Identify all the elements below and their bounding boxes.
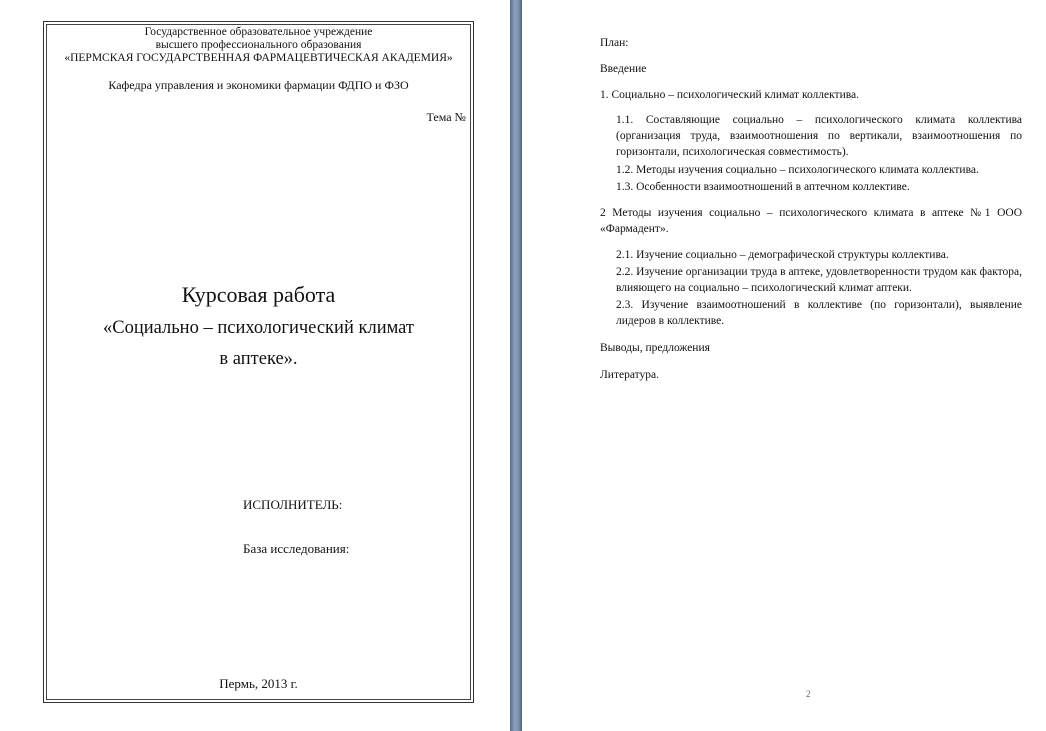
plan-item-1-1: 1.1. Составляющие социально – психологического климата коллектива (организация труда, взаимоотношения по вертикали, взаимоотношения по горизонтали, психологическая совместимость). (616, 114, 1022, 158)
plan-conclusions: Выводы, предложения (600, 342, 710, 354)
plan-item-2-3: 2.3. Изучение взаимоотношений в коллективе (по горизонтали), выявление лидеров в коллективе. (616, 299, 1022, 327)
plan-item-2-2: 2.2. Изучение организации труда в аптеке, удовлетворенности трудом как фактора, влияющего на социально – психологический климат аптеки. (616, 266, 1022, 294)
institution-line-2: высшего профессионального образования (155, 39, 362, 51)
title-page (0, 0, 510, 731)
plan-section-1: 1. Социально – психологический климат коллектива. (600, 89, 859, 101)
plan-heading: План: (600, 37, 629, 49)
work-title-line-1: «Социально – психологический климат (103, 318, 414, 338)
plan-intro: Введение (600, 63, 647, 75)
executor-label: ИСПОЛНИТЕЛЬ: (243, 497, 343, 512)
topic-label: Тема № (426, 110, 466, 124)
city-year: Пермь, 2013 г. (219, 676, 298, 691)
work-type: Курсовая работа (181, 282, 336, 307)
page-number: 2 (806, 689, 811, 699)
plan-section-2: 2 Методы изучения социально – психологического климата в аптеке №1 ООО «Фармадент». (600, 207, 1022, 235)
institution-line-3: «ПЕРМСКАЯ ГОСУДАРСТВЕННАЯ ФАРМАЦЕВТИЧЕСКАЯ АКАДЕМИЯ» (64, 52, 453, 64)
page-gap (510, 0, 522, 731)
plan-item-1-3: 1.3. Особенности взаимоотношений в аптечном коллективе. (616, 181, 910, 193)
research-base-label: База исследования: (243, 541, 350, 556)
department-name: Кафедра управления и экономики фармации ФДПО и ФЗО (108, 78, 409, 92)
plan-literature: Литература. (600, 369, 659, 381)
institution-line-1: Государственное образовательное учреждение (144, 26, 373, 38)
plan-page (522, 0, 1046, 731)
plan-item-1-2: 1.2. Методы изучения социально – психологического климата коллектива. (616, 164, 979, 176)
work-title-line-2: в аптеке». (219, 349, 298, 369)
plan-item-2-1: 2.1. Изучение социально – демографической структуры коллектива. (616, 249, 949, 261)
